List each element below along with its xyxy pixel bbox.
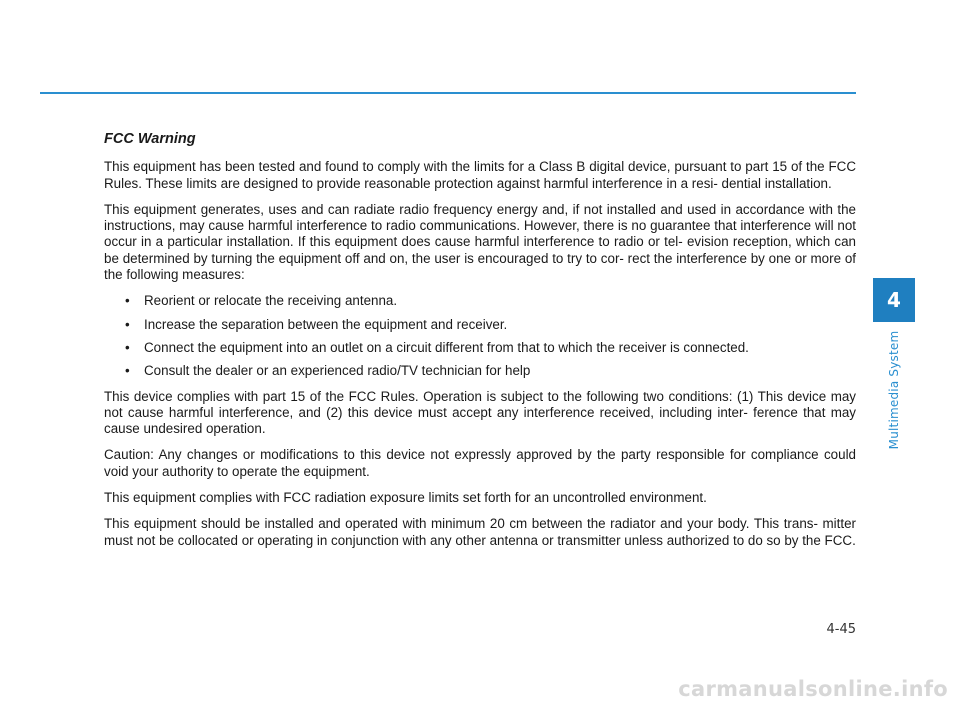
measures-list: [104, 293, 856, 379]
paragraph: This device complies with part 15 of the FCC Rules. Operation is subject to the following two conditions: (1) This device may not cause harmful interference, and (2) this device must accept any interference received, including inter- ference that may cause undesired operation.: [104, 388, 856, 437]
page-content: [104, 131, 856, 559]
bullet-icon: •: [125, 339, 130, 355]
list-item-text: Consult the dealer or an experienced radio/TV technician for help: [144, 363, 531, 379]
paragraph: Caution: Any changes or modifications to this device not expressly approved by the party responsible for compliance could void your authority to operate the equipment.: [104, 447, 856, 479]
watermark: carmanualsonline.info: [678, 677, 948, 701]
section-heading: FCC Warning: [104, 131, 196, 147]
chapter-title: Multimedia System: [887, 330, 901, 450]
chapter-tab: [873, 278, 915, 322]
list-item: [122, 340, 856, 356]
header-rule: [40, 92, 856, 94]
list-item: [122, 317, 856, 333]
bullet-icon: •: [125, 293, 130, 309]
list-item-text: Reorient or relocate the receiving antenna.: [144, 293, 398, 309]
list-item: [122, 363, 856, 379]
page-number: 4-45: [826, 622, 856, 637]
list-item-text: Increase the separation between the equipment and receiver.: [144, 316, 508, 332]
bullet-icon: •: [125, 363, 130, 379]
paragraph: This equipment complies with FCC radiation exposure limits set forth for an uncontrolled environment.: [104, 490, 707, 506]
list-item-text: Connect the equipment into an outlet on a circuit different from that to which the receiver is connected.: [144, 339, 749, 355]
list-item: [122, 293, 856, 309]
paragraph: This equipment should be installed and operated with minimum 20 cm between the radiator and your body. This trans- mitter must not be collocated or operating in conjunction with any other antenna or transmitter unless authorized to do so by the FCC.: [104, 516, 856, 548]
paragraph: This equipment generates, uses and can radiate radio frequency energy and, if not installed and used in accordance with the instructions, may cause harmful interference to radio communications. However, there is no guarantee that interference will not occur in a particular installation. If this equipment does cause harmful interference to radio or tel- evision reception, which can be determined by turning the equipment off and on, the user is encouraged to try to cor- rect the interference by one or more of the following measures:: [104, 201, 856, 283]
chapter-number: 4: [887, 288, 901, 312]
paragraph: This equipment has been tested and found to comply with the limits for a Class B digital device, pursuant to part 15 of the FCC Rules. These limits are designed to provide reasonable protection against harmful interference in a resi- dential installation.: [104, 159, 856, 191]
bullet-icon: •: [125, 316, 130, 332]
